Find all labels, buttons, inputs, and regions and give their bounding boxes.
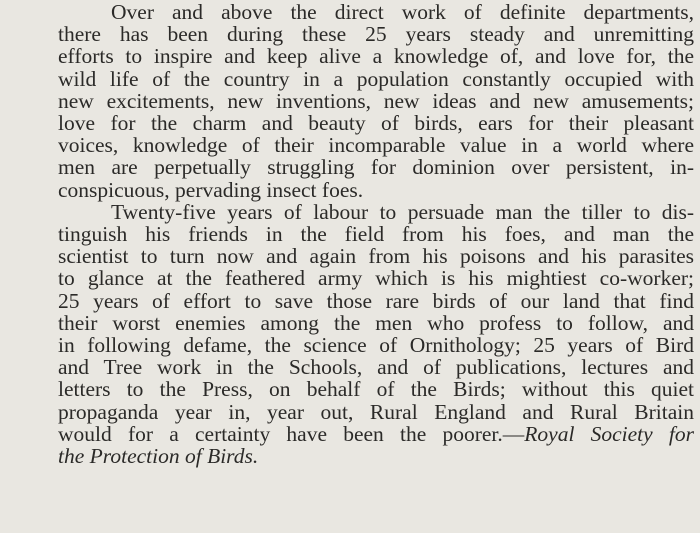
text-line: new excitements, new inventions, new ideas and new amusements;	[58, 88, 694, 113]
text-line-with-attribution	[5, 423, 694, 445]
text-line: propaganda year in, year out, Rural England and Rural Britain	[58, 399, 694, 424]
text-line: wild life of the country in a population constantly occupied with	[58, 66, 694, 91]
text-line: 25 years of effort to save those rare birds of our land that find	[58, 288, 694, 313]
text-line: efforts to inspire and keep alive a knowledge of, and love for, the	[58, 44, 694, 69]
text-line: letters to the Press, on behalf of the Birds; without this quiet	[58, 377, 694, 402]
text-line: love for the charm and beauty of birds, ears for their pleasant	[58, 111, 694, 136]
text-line: conspicuous, pervading insect foes.	[58, 177, 364, 202]
closing-text: would for a certainty have been the poorer.—	[58, 421, 525, 446]
text-line: there has been during these 25 years steady and unremitting	[58, 22, 694, 47]
attribution-line	[5, 445, 694, 467]
text-line: to glance at the feathered army which is his mightiest co-worker;	[58, 266, 694, 291]
text-line: in following defame, the science of Ornithology; 25 years of Bird	[58, 333, 694, 358]
text-line: scientist to turn now and again from his poisons and his parasites	[58, 244, 694, 269]
attribution-part-2: the Protection of Birds.	[58, 444, 259, 469]
text-line: Over and above the direct work of definite departments,	[111, 0, 694, 24]
text-line: and Tree work in the Schools, and of publications, lectures and	[58, 355, 694, 380]
paragraph-1	[5, 1, 694, 201]
paragraph-2	[5, 201, 694, 467]
text-line: tinguish his friends in the field from his foes, and man the	[58, 222, 694, 247]
text-line: Twenty-five years of labour to persuade man the tiller to dis-	[111, 199, 694, 224]
text-line: their worst enemies among the men who profess to follow, and	[58, 310, 694, 335]
text-line: voices, knowledge of their incomparable value in a world where	[58, 133, 694, 158]
attribution-part-1: Royal Society for	[524, 421, 694, 446]
text-line: men are perpetually struggling for dominion over persistent, in-	[58, 155, 694, 180]
